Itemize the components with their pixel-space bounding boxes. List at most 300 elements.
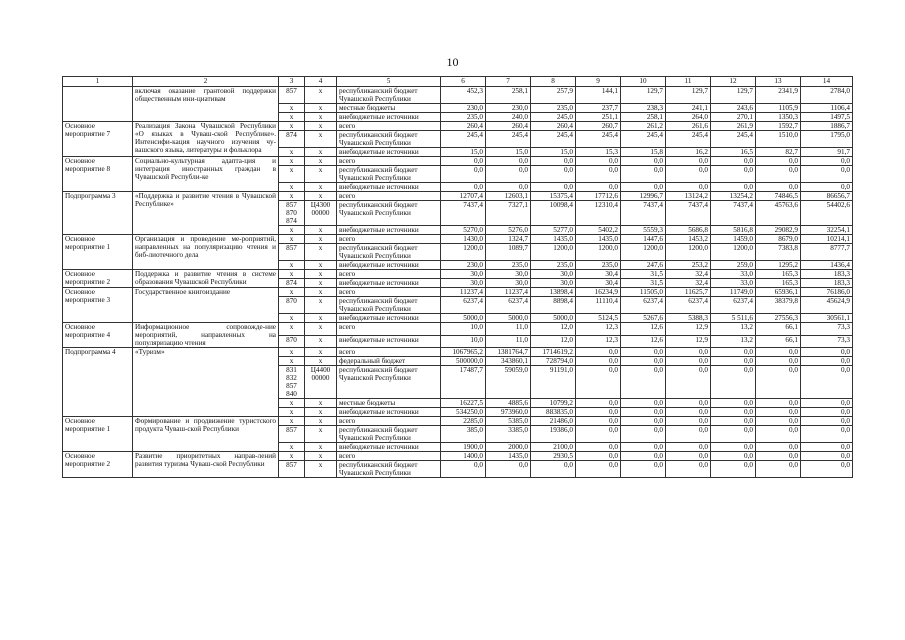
cell-value: 0,0: [756, 183, 801, 192]
cell-value: 7437,4: [441, 201, 486, 226]
cell-value: 0,0: [711, 452, 756, 461]
cell-source: местные бюджеты: [337, 399, 441, 408]
cell-value: 0,0: [666, 157, 711, 166]
cell-value: 0,0: [621, 183, 666, 192]
cell-value: 0,0: [531, 461, 576, 478]
cell-code: 870: [279, 297, 305, 314]
cell-value: 245,4: [531, 131, 576, 148]
cell-value: 0,0: [801, 443, 853, 452]
cell-value: 0,0: [756, 426, 801, 443]
cell-code: x: [279, 261, 305, 270]
cell-code: 874: [279, 131, 305, 148]
cell-value: 0,0: [576, 183, 621, 192]
cell-source: всего: [337, 235, 441, 244]
cell-target: x: [305, 323, 337, 336]
cell-source: республиканский бюджет Чувашской Республики: [337, 426, 441, 443]
cell-value: 0,0: [666, 183, 711, 192]
cell-value: 12,0: [531, 323, 576, 336]
cell-value: 11237,4: [486, 288, 531, 297]
cell-value: 10214,1: [801, 235, 853, 244]
cell-target: x: [305, 335, 337, 348]
cell-section: Подпрограмма 4: [63, 348, 133, 417]
cell-value: 245,0: [531, 113, 576, 122]
cell-target: x: [305, 261, 337, 270]
cell-value: 0,0: [666, 417, 711, 426]
cell-value: 165,3: [756, 279, 801, 288]
cell-title: «Туризм»: [133, 348, 279, 417]
cell-value: 0,0: [666, 348, 711, 357]
cell-value: 0,0: [666, 399, 711, 408]
cell-code: x: [279, 148, 305, 157]
cell-target: x: [305, 148, 337, 157]
cell-value: 0,0: [801, 157, 853, 166]
cell-value: 0,0: [756, 366, 801, 399]
cell-value: 8898,4: [531, 297, 576, 314]
cell-value: 12,3: [576, 335, 621, 348]
cell-value: 259,0: [711, 261, 756, 270]
cell-value: 270,1: [711, 113, 756, 122]
table-row: [63, 270, 853, 279]
table-row: [63, 157, 853, 166]
column-header: 2: [133, 77, 279, 87]
cell-value: 5 511,6: [711, 314, 756, 323]
cell-value: 11,0: [486, 323, 531, 336]
cell-source: местные бюджеты: [337, 104, 441, 113]
cell-value: 235,0: [486, 261, 531, 270]
cell-value: 10,0: [441, 323, 486, 336]
cell-value: 33,0: [711, 270, 756, 279]
cell-code: x: [279, 122, 305, 131]
table-row: [63, 417, 853, 426]
cell-value: 6237,4: [441, 297, 486, 314]
cell-value: 11,0: [486, 335, 531, 348]
cell-source: внебюджетные источники: [337, 408, 441, 417]
cell-value: 2000,0: [486, 443, 531, 452]
cell-target: x: [305, 166, 337, 183]
cell-value: 1200,0: [576, 244, 621, 261]
cell-value: 261,2: [621, 122, 666, 131]
cell-value: 16,2: [666, 148, 711, 157]
cell-value: 6237,4: [711, 297, 756, 314]
column-header: 3: [279, 77, 305, 87]
cell-code: 857: [279, 426, 305, 443]
cell-value: 1381764,7: [486, 348, 531, 357]
cell-value: 0,0: [711, 348, 756, 357]
column-header: 5: [337, 77, 441, 87]
cell-value: 91191,0: [531, 366, 576, 399]
cell-title: Информационное сопровожде-ние мероприятий, направленных на популяризацию чтения: [133, 323, 279, 348]
cell-value: 0,0: [756, 357, 801, 366]
cell-target: x: [305, 297, 337, 314]
cell-value: 0,0: [576, 157, 621, 166]
cell-value: 32,4: [666, 270, 711, 279]
cell-value: 5000,0: [441, 314, 486, 323]
cell-value: 0,0: [576, 366, 621, 399]
cell-value: 0,0: [666, 408, 711, 417]
cell-value: 261,9: [711, 122, 756, 131]
cell-value: 245,4: [486, 131, 531, 148]
cell-value: 1435,0: [576, 235, 621, 244]
cell-value: 0,0: [801, 183, 853, 192]
cell-value: 343860,1: [486, 357, 531, 366]
cell-source: внебюджетные источники: [337, 226, 441, 235]
cell-value: 12996,7: [621, 192, 666, 201]
cell-target: x: [305, 244, 337, 261]
cell-value: 0,0: [666, 366, 711, 399]
cell-value: 0,0: [756, 417, 801, 426]
cell-code: 857 870 874: [279, 201, 305, 226]
cell-value: 245,4: [711, 131, 756, 148]
cell-code: x: [279, 270, 305, 279]
cell-value: 0,0: [576, 417, 621, 426]
cell-value: 1435,0: [531, 235, 576, 244]
cell-value: 0,0: [531, 157, 576, 166]
cell-value: 1447,6: [621, 235, 666, 244]
cell-value: 241,1: [666, 104, 711, 113]
cell-target: x: [305, 426, 337, 443]
cell-value: 0,0: [801, 357, 853, 366]
cell-value: 452,3: [441, 87, 486, 104]
cell-value: 0,0: [756, 166, 801, 183]
cell-value: 0,0: [441, 157, 486, 166]
cell-target: x: [305, 288, 337, 297]
cell-value: 883835,0: [531, 408, 576, 417]
cell-section: Основное мероприятие 1: [63, 417, 133, 452]
cell-value: 0,0: [576, 357, 621, 366]
cell-value: 240,0: [486, 113, 531, 122]
cell-value: 0,0: [666, 357, 711, 366]
cell-value: 1459,0: [711, 235, 756, 244]
cell-source: федеральный бюджет: [337, 357, 441, 366]
cell-code: x: [279, 357, 305, 366]
cell-value: 1200,0: [621, 244, 666, 261]
cell-value: 3385,0: [486, 426, 531, 443]
cell-value: 0,0: [576, 426, 621, 443]
cell-source: внебюджетные источники: [337, 279, 441, 288]
cell-value: 30,0: [441, 279, 486, 288]
cell-value: 5402,2: [576, 226, 621, 235]
cell-value: 6237,4: [666, 297, 711, 314]
column-header: 10: [621, 77, 666, 87]
cell-value: 30,0: [486, 279, 531, 288]
cell-value: 0,0: [666, 426, 711, 443]
cell-value: 31,5: [621, 279, 666, 288]
cell-value: 13254,2: [711, 192, 756, 201]
cell-value: 30,0: [441, 270, 486, 279]
cell-value: 6237,4: [486, 297, 531, 314]
table-row: [63, 288, 853, 297]
cell-value: 0,0: [621, 366, 666, 399]
cell-section: Основное мероприятие 3: [63, 288, 133, 323]
column-header: 4: [305, 77, 337, 87]
cell-value: 29082,9: [756, 226, 801, 235]
cell-source: всего: [337, 323, 441, 336]
cell-value: 13124,2: [666, 192, 711, 201]
cell-code: x: [279, 104, 305, 113]
cell-value: 0,0: [441, 461, 486, 478]
cell-value: 12,6: [621, 323, 666, 336]
cell-target: x: [305, 357, 337, 366]
cell-value: 245,4: [576, 131, 621, 148]
cell-value: 0,0: [711, 366, 756, 399]
cell-target: x: [305, 408, 337, 417]
cell-value: 1106,4: [801, 104, 853, 113]
table-row: [63, 192, 853, 201]
cell-target: x: [305, 104, 337, 113]
cell-title: Организация и проведение ме-роприятий, направленных на популяризацию чтения и биб-лиотечного дела: [133, 235, 279, 270]
cell-code: 857: [279, 244, 305, 261]
cell-value: 0,0: [621, 408, 666, 417]
cell-value: 1453,2: [666, 235, 711, 244]
cell-value: 1400,0: [441, 452, 486, 461]
cell-section: Основное мероприятие 8: [63, 157, 133, 192]
cell-source: всего: [337, 270, 441, 279]
cell-value: 0,0: [486, 166, 531, 183]
cell-value: 12,0: [531, 335, 576, 348]
cell-target: x: [305, 192, 337, 201]
cell-value: 30,4: [576, 270, 621, 279]
cell-value: 30,0: [486, 270, 531, 279]
cell-value: 7383,8: [756, 244, 801, 261]
cell-source: республиканский бюджет Чувашской Республики: [337, 131, 441, 148]
cell-value: 235,0: [576, 261, 621, 270]
cell-section: [63, 87, 133, 122]
cell-section: Основное мероприятие 1: [63, 235, 133, 270]
cell-section: Подпрограмма 3: [63, 192, 133, 235]
cell-value: 5816,8: [711, 226, 756, 235]
cell-value: 0,0: [531, 166, 576, 183]
cell-value: 129,7: [711, 87, 756, 104]
cell-value: 12,9: [666, 323, 711, 336]
cell-value: 0,0: [711, 157, 756, 166]
cell-value: 30,0: [531, 270, 576, 279]
cell-value: 0,0: [666, 452, 711, 461]
cell-value: 11110,4: [576, 297, 621, 314]
cell-code: 857: [279, 461, 305, 478]
cell-source: республиканский бюджет Чувашской Республики: [337, 461, 441, 478]
cell-value: 0,0: [756, 348, 801, 357]
cell-target: x: [305, 399, 337, 408]
cell-source: всего: [337, 157, 441, 166]
header-row: [63, 77, 853, 87]
cell-value: 17712,6: [576, 192, 621, 201]
column-header: 7: [486, 77, 531, 87]
cell-section: Основное мероприятие 2: [63, 452, 133, 478]
column-header: 8: [531, 77, 576, 87]
cell-value: 0,0: [801, 417, 853, 426]
cell-source: всего: [337, 348, 441, 357]
cell-value: 0,0: [756, 461, 801, 478]
cell-code: x: [279, 166, 305, 183]
cell-value: 260,7: [576, 122, 621, 131]
cell-target: x: [305, 314, 337, 323]
cell-value: 1200,0: [711, 244, 756, 261]
cell-value: 0,0: [756, 157, 801, 166]
cell-value: 1436,4: [801, 261, 853, 270]
cell-value: 5270,0: [441, 226, 486, 235]
cell-source: республиканский бюджет Чувашской Республики: [337, 366, 441, 399]
cell-value: 0,0: [576, 443, 621, 452]
cell-code: x: [279, 183, 305, 192]
cell-value: 385,0: [441, 426, 486, 443]
cell-value: 0,0: [801, 166, 853, 183]
cell-section: Основное мероприятие 7: [63, 122, 133, 157]
table-row: [63, 87, 853, 104]
cell-value: 15,3: [576, 148, 621, 157]
cell-value: 247,6: [621, 261, 666, 270]
cell-target: x: [305, 87, 337, 104]
cell-value: 32254,1: [801, 226, 853, 235]
cell-value: 11237,4: [441, 288, 486, 297]
cell-value: 12,3: [576, 323, 621, 336]
cell-value: 260,4: [441, 122, 486, 131]
cell-target: x: [305, 348, 337, 357]
cell-value: 183,3: [801, 270, 853, 279]
cell-value: 0,0: [711, 443, 756, 452]
cell-target: x: [305, 157, 337, 166]
cell-value: 32,4: [666, 279, 711, 288]
cell-value: 1435,0: [486, 452, 531, 461]
cell-value: 973960,0: [486, 408, 531, 417]
cell-value: 5388,3: [666, 314, 711, 323]
cell-value: 5559,3: [621, 226, 666, 235]
cell-value: 66,1: [756, 323, 801, 336]
cell-value: 5124,5: [576, 314, 621, 323]
cell-value: 5267,6: [621, 314, 666, 323]
cell-value: 27556,3: [756, 314, 801, 323]
cell-value: 0,0: [576, 166, 621, 183]
cell-value: 12,6: [621, 335, 666, 348]
cell-value: 82,7: [756, 148, 801, 157]
cell-value: 45624,9: [801, 297, 853, 314]
cell-value: 2784,0: [801, 87, 853, 104]
cell-target: x: [305, 279, 337, 288]
cell-value: 16,5: [711, 148, 756, 157]
cell-value: 0,0: [621, 426, 666, 443]
cell-section: Основное мероприятие 2: [63, 270, 133, 288]
cell-title: Государственное книгоиздание: [133, 288, 279, 323]
column-header: 6: [441, 77, 486, 87]
cell-value: 0,0: [801, 426, 853, 443]
cell-title: Развитие приоритетных направ-лений развития туризма Чуваш-ской Республики: [133, 452, 279, 478]
cell-title: Поддержка и развитие чтения в системе образования Чувашской Республики: [133, 270, 279, 288]
cell-value: 15,0: [441, 148, 486, 157]
cell-value: 19386,0: [531, 426, 576, 443]
cell-value: 0,0: [711, 426, 756, 443]
cell-value: 235,0: [531, 104, 576, 113]
table-row: [63, 235, 853, 244]
cell-value: 1510,0: [756, 131, 801, 148]
cell-target: x: [305, 113, 337, 122]
cell-value: 0,0: [756, 408, 801, 417]
cell-value: 0,0: [711, 399, 756, 408]
cell-value: 0,0: [711, 357, 756, 366]
cell-code: x: [279, 417, 305, 426]
column-header: 1: [63, 77, 133, 87]
cell-value: 30561,1: [801, 314, 853, 323]
budget-table: [62, 76, 853, 478]
cell-source: внебюджетные источники: [337, 443, 441, 452]
cell-value: 1200,0: [441, 244, 486, 261]
cell-value: 0,0: [621, 461, 666, 478]
cell-value: 0,0: [621, 157, 666, 166]
table-row: [63, 452, 853, 461]
cell-value: 11625,7: [666, 288, 711, 297]
cell-value: 15,8: [621, 148, 666, 157]
cell-value: 8777,7: [801, 244, 853, 261]
cell-value: 12,9: [666, 335, 711, 348]
cell-value: 16234,9: [576, 288, 621, 297]
cell-value: 38379,8: [756, 297, 801, 314]
cell-value: 0,0: [621, 357, 666, 366]
cell-code: x: [279, 348, 305, 357]
cell-value: 183,3: [801, 279, 853, 288]
cell-value: 1067965,2: [441, 348, 486, 357]
cell-source: внебюджетные источники: [337, 335, 441, 348]
cell-value: 10,0: [441, 335, 486, 348]
cell-value: 129,7: [621, 87, 666, 104]
cell-value: 0,0: [711, 417, 756, 426]
cell-value: 0,0: [801, 366, 853, 399]
cell-value: 1795,0: [801, 131, 853, 148]
cell-value: 1900,0: [441, 443, 486, 452]
cell-value: 260,4: [531, 122, 576, 131]
cell-source: республиканский бюджет Чувашской Республики: [337, 166, 441, 183]
cell-target: x: [305, 452, 337, 461]
cell-value: 30,0: [531, 279, 576, 288]
cell-code: x: [279, 192, 305, 201]
cell-value: 73,3: [801, 335, 853, 348]
cell-target: Ц4300 00000: [305, 201, 337, 226]
cell-title: Социально-культурная адапта-ция и интеграция иностранных граждан в Чувашской Республи-ке: [133, 157, 279, 192]
cell-value: 0,0: [621, 452, 666, 461]
cell-code: x: [279, 157, 305, 166]
cell-value: 0,0: [801, 408, 853, 417]
cell-source: республиканский бюджет Чувашской Республики: [337, 297, 441, 314]
cell-value: 11505,0: [621, 288, 666, 297]
cell-value: 260,4: [486, 122, 531, 131]
cell-value: 0,0: [576, 408, 621, 417]
cell-value: 21486,0: [531, 417, 576, 426]
cell-value: 7437,4: [621, 201, 666, 226]
column-header: 13: [756, 77, 801, 87]
cell-value: 5277,0: [531, 226, 576, 235]
cell-value: 0,0: [621, 348, 666, 357]
cell-value: 16227,5: [441, 399, 486, 408]
cell-value: 13898,4: [531, 288, 576, 297]
cell-value: 0,0: [576, 452, 621, 461]
cell-value: 15,0: [531, 148, 576, 157]
cell-value: 12310,4: [576, 201, 621, 226]
cell-value: 245,4: [621, 131, 666, 148]
cell-value: 230,0: [486, 104, 531, 113]
cell-code: x: [279, 408, 305, 417]
cell-value: 7327,1: [486, 201, 531, 226]
cell-value: 2100,0: [531, 443, 576, 452]
cell-value: 5000,0: [486, 314, 531, 323]
cell-source: внебюджетные источники: [337, 113, 441, 122]
cell-value: 74846,5: [756, 192, 801, 201]
cell-value: 0,0: [486, 183, 531, 192]
cell-code: x: [279, 235, 305, 244]
cell-value: 0,0: [621, 399, 666, 408]
cell-value: 0,0: [756, 399, 801, 408]
cell-value: 66,1: [756, 335, 801, 348]
cell-value: 245,4: [666, 131, 711, 148]
cell-value: 0,0: [756, 452, 801, 461]
cell-value: 237,7: [576, 104, 621, 113]
cell-value: 0,0: [576, 461, 621, 478]
